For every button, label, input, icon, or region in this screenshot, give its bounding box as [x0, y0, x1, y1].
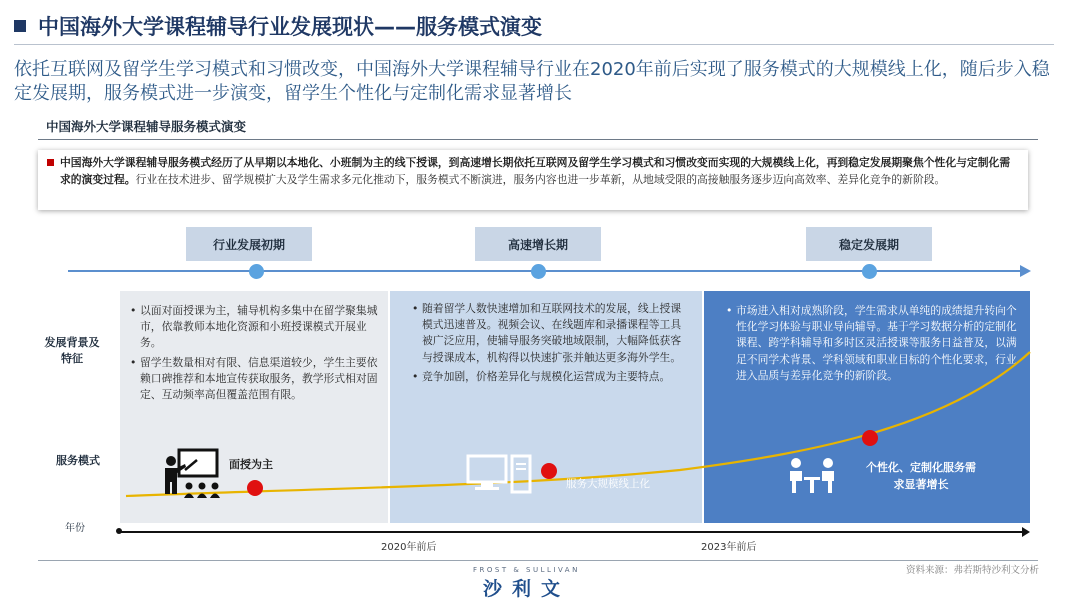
list-item: • 竞争加剧，价格差异化与规模化运营成为主要特点。 [412, 369, 671, 383]
row-label-mode: 服务模式 [56, 454, 100, 467]
list-item: • 市场进入相对成熟阶段，学生需求从单纯的成绩提升转向个性化学习体验与职业导向辅导。基于学习数据分析的定制化课程、跨学科辅导和多时区灵活授课等服务日益普及，以满足不同学术背景、学科领域和职业目标的个性化要求，行业进入品质与差异化竞争的新阶段。 [726, 304, 1017, 382]
source-note: 资料来源：弗若斯特沙利文分析 [905, 565, 1039, 576]
row-label-year: 年份 [65, 523, 85, 534]
summary-bold-text: 中国海外大学课程辅导服务模式经历了从早期以本地化、小班制为主的线下授课，到高速增长期依托互联网及留学生学习模式和习惯改变而实现的大规模线上化，再到稳定发展期聚焦个性化与定制化需求的演变过程。 [60, 156, 1011, 186]
mode-marker-growth [541, 463, 557, 479]
footer-divider [38, 560, 1038, 561]
phase-label-stable: 稳定发展期 [806, 227, 932, 261]
mode-label-growth: 服务大规模线上化 [566, 478, 650, 490]
teacher-icon [163, 448, 225, 500]
mode-label-early: 面授为主 [229, 458, 273, 471]
phase-label-growth: 高速增长期 [475, 227, 601, 261]
list-item: • 以面对面授课为主，辅导机构多集中在留学聚集城市，依靠教师本地化资源和小班授课模式开展业务。 [130, 304, 378, 350]
mode-label-stable: 个性化、定制化服务需求显著增长 [866, 461, 976, 491]
mode-marker-stable [862, 430, 878, 446]
axis-tick-2020: 2020年前后 [381, 542, 437, 553]
page-title: 中国海外大学课程辅导行业发展现状——服务模式演变 [38, 15, 542, 39]
list-item: • 随着留学人数快速增加和互联网技术的发展，线上授课模式迅速普及。视频会议、在线题库和录播课程等工具被广泛应用，使辅导服务突破地域限制，大幅降低获客与授课成本，机构得以快速扩张并触达更多海外学生。 [412, 302, 682, 364]
computer-icon [466, 454, 532, 494]
phase-label-early: 行业发展初期 [186, 227, 312, 261]
summary-normal-text: 行业在技术进步、留学规模扩大及学生需求多元化推动下，服务模式不断演进，服务内容也进一步革新，从地域受限的高接触服务逐步迈向高效率、差异化竞争的新阶段。 [135, 173, 946, 186]
one-on-one-icon [786, 455, 838, 495]
logo: 沙利文 [483, 578, 571, 600]
mode-marker-early [247, 480, 263, 496]
year-axis-arrow-icon [1022, 527, 1030, 537]
section-label: 中国海外大学课程辅导服务模式演变 [46, 119, 247, 134]
list-item: • 留学生数量相对有限、信息渠道较少，学生主要依赖口碑推荐和本地宣传获取服务，教学形式相对固定、互动频率高但覆盖范围有限。 [130, 355, 378, 402]
page-subtitle: 依托互联网及留学生学习模式和习惯改变，中国海外大学课程辅导行业在2020年前后实现了服务模式的大规模线上化，随后步入稳定发展期，服务模式进一步演变，留学生个性化与定制化需求显著增长 [14, 59, 1050, 104]
year-axis-line [118, 531, 1026, 533]
logo-subtext: FROST & SULLIVAN [473, 566, 580, 574]
axis-tick-2023: 2023年前后 [701, 542, 757, 553]
row-label-background: 发展背景及特征 [44, 336, 100, 365]
